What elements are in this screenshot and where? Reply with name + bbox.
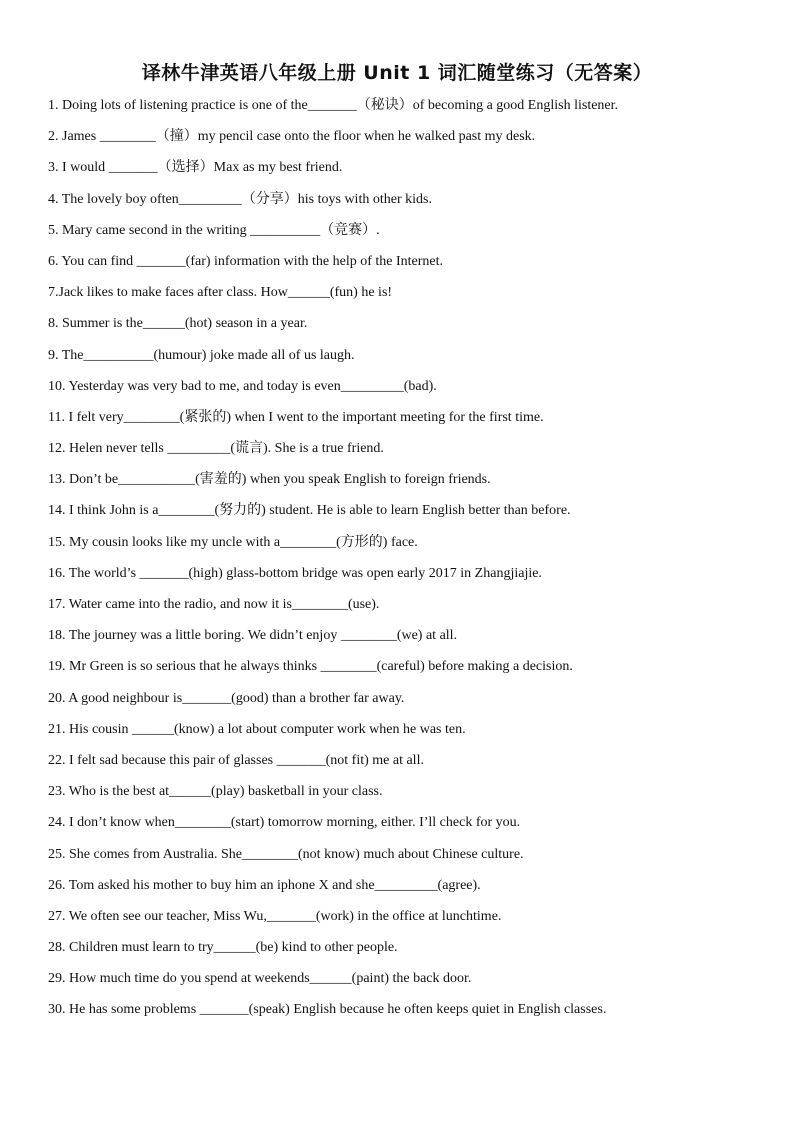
exercise-item-27: 27. We often see our teacher, Miss Wu,_______(work) in the office at lunchtime. — [48, 908, 502, 924]
exercise-item-1: 1. Doing lots of listening practice is one of the_______（秘诀）of becoming a good English listener. — [48, 98, 619, 113]
exercise-item-26: 26. Tom asked his mother to buy him an iphone X and she_________(agree). — [48, 877, 481, 893]
exercise-item-11: 11. I felt very________(紧张的) when I went to the important meeting for the first time. — [48, 409, 544, 425]
exercise-item-25: 25. She comes from Australia. She________(not know) much about Chinese culture. — [48, 846, 524, 862]
exercise-item-4: 4. The lovely boy often_________（分享）his toys with other kids. — [48, 191, 432, 207]
exercise-item-19: 19. Mr Green is so serious that he always thinks ________(careful) before making a decision. — [48, 659, 573, 675]
exercise-item-23: 23. Who is the best at______(play) basketball in your class. — [48, 784, 383, 800]
exercise-item-8: 8. Summer is the______(hot) season in a year. — [48, 316, 308, 332]
exercise-item-5: 5. Mary came second in the writing __________（竞赛）. — [48, 222, 380, 238]
exercise-item-29: 29. How much time do you spend at weekends______(paint) the back door. — [48, 971, 472, 987]
exercise-item-28: 28. Children must learn to try______(be) kind to other people. — [48, 940, 398, 956]
exercise-item-3: 3. I would _______（选择）Max as my best friend. — [48, 160, 343, 176]
exercise-item-7: 7.Jack likes to make faces after class. How______(fun) he is! — [48, 285, 393, 301]
exercise-item-16: 16. The world’s _______(high) glass-bottom bridge was open early 2017 in Zhangjiajie. — [48, 565, 542, 581]
exercise-item-18: 18. The journey was a little boring. We didn’t enjoy ________(we) at all. — [48, 628, 458, 644]
exercise-item-9: 9. The__________(humour) joke made all of us laugh. — [48, 347, 355, 363]
exercise-item-20: 20. A good neighbour is_______(good) than a brother far away. — [48, 690, 405, 706]
exercise-item-12: 12. Helen never tells _________(谎言). She is a true friend. — [48, 441, 384, 457]
exercise-item-2: 2. James ________（撞）my pencil case onto the floor when he walked past my desk. — [48, 129, 536, 145]
exercise-list — [48, 95, 768, 1031]
exercise-item-21: 21. His cousin ______(know) a lot about computer work when he was ten. — [48, 721, 466, 737]
page-title: 译林牛津英语八年级上册 Unit 1 词汇随堂练习（无答案） — [141, 62, 653, 84]
exercise-item-24: 24. I don’t know when________(start) tomorrow morning, either. I’ll check for you. — [48, 815, 521, 831]
exercise-item-10: 10. Yesterday was very bad to me, and today is even_________(bad). — [48, 378, 437, 394]
exercise-item-22: 22. I felt sad because this pair of glasses _______(not fit) me at all. — [48, 752, 424, 768]
exercise-item-13: 13. Don’t be___________(害羞的) when you speak English to foreign friends. — [48, 472, 491, 488]
exercise-item-6: 6. You can find _______(far) information with the help of the Internet. — [48, 253, 444, 269]
exercise-item-15: 15. My cousin looks like my uncle with a________(方形的) face. — [48, 534, 418, 550]
exercise-item-17: 17. Water came into the radio, and now it is________(use). — [48, 597, 380, 612]
exercise-item-14: 14. I think John is a________(努力的) student. He is able to learn English better than before. — [48, 503, 571, 519]
exercise-item-30: 30. He has some problems _______(speak) English because he often keeps quiet in English classes. — [48, 1002, 607, 1018]
